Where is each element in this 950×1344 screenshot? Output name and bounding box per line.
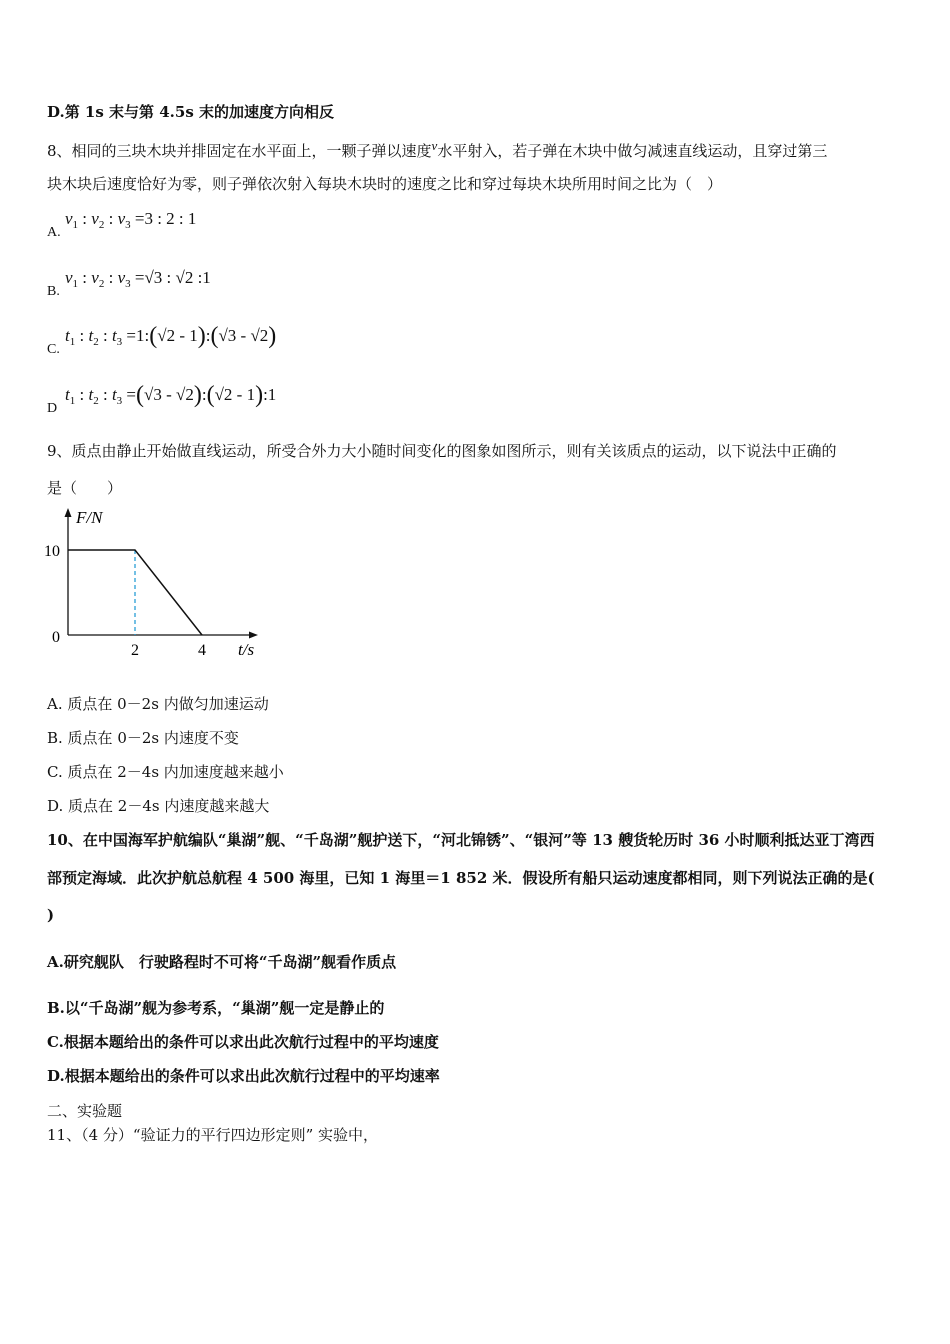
x-axis-label: t/s (238, 640, 255, 659)
q8-velocity-symbol: v (431, 138, 438, 153)
q8-option-c (47, 323, 277, 360)
q11-stem: 11、（4 分）“验证力的平行四边形定则” 实验中， (47, 1126, 379, 1144)
option-letter: B. (47, 284, 60, 299)
y-axis-arrow (65, 508, 72, 517)
q9-option-a: A. 质点在 0－2s 内做匀加速运动 (47, 695, 269, 713)
q9-option-b: B. 质点在 0－2s 内速度不变 (47, 729, 239, 747)
q9-option-d: D. 质点在 2－4s 内速度越来越大 (47, 797, 270, 815)
option-letter: C. (47, 342, 60, 357)
q8-option-a-expr: $v_1$ : $v_2$ : $v_3 =3$ : 2 : 1 (65, 209, 197, 231)
q10-stem-line1: 10、在中国海军护航编队“巢湖”舰、“千岛湖”舰护送下，“河北锦锈”、“银河”等 13 艘货轮历时 36 小时顺利抵达亚丁湾西 (47, 831, 875, 849)
q8-option-a (47, 209, 196, 243)
graph-axes (65, 508, 259, 639)
q8-option-b-expr: $v_1$ : $v_2$ : $v_3 =√3$ : √2 :1 (65, 268, 211, 290)
q10-option-b: B.以“千岛湖”舰为参考系，“巢湖”舰一定是静止的 (47, 999, 385, 1017)
section-heading: 二、实验题 (47, 1102, 123, 1120)
q10-stem-line3: ) (47, 906, 55, 924)
q8-stem-part2: 水平射入，若子弹在木块中做匀减速直线运动，且穿过第三 (437, 142, 828, 160)
q10-option-a: A.研究舰队 行驶路程时不可将“千岛湖”舰看作质点 (47, 953, 397, 971)
x-axis-arrow (249, 632, 258, 639)
q8-stem-part1: 8、相同的三块木块并排固定在水平面上，一颗子弹以速度 (47, 142, 432, 160)
q10-option-c: C.根据本题给出的条件可以求出此次航行过程中的平均速度 (47, 1033, 439, 1051)
q10-stem-line2: 部预定海域．此次护航总航程 4 500 海里，已知 1 海里＝1 852 米．假设所有船只运动速度都相同，则下列说法正确的是( (47, 869, 875, 887)
q9-option-c: C. 质点在 2－4s 内加速度越来越小 (47, 763, 284, 781)
q9-force-time-graph (40, 505, 280, 665)
q9-stem-line1: 9、质点由静止开始做直线运动，所受合外力大小随时间变化的图象如图所示，则有关该质点的运动，以下说法中正确的 (47, 442, 837, 460)
y-tick-label: 10 (44, 543, 60, 560)
x-tick-label: 4 (198, 642, 206, 659)
q9-stem-line2: 是（ ） (47, 479, 123, 497)
q7-option-d: D.第 1s 末与第 4.5s 末的加速度方向相反 (47, 103, 335, 121)
origin-label: 0 (52, 629, 60, 646)
x-tick-label: 2 (131, 642, 139, 659)
q8-stem-line2: 块木块后速度恰好为零，则子弹依次射入每块木块时的速度之比和穿过每块木块所用时间之比为（ ） (47, 175, 723, 193)
q8-option-c-expr: $t_1$ : $t_2$ : $t_3$ =1:(√2 - 1):(√3 - √2) (65, 323, 277, 349)
q8-option-b (47, 268, 211, 302)
option-letter: A. (47, 225, 61, 240)
y-axis-label: F/N (76, 508, 103, 527)
q8-stem-line1 (47, 136, 827, 161)
option-letter: D (47, 401, 58, 416)
q8-option-d-expr: $t_1$ : $t_2$ : $t_3 =(√3$ - √2):(√2 - 1):1 (65, 382, 277, 408)
q10-option-d: D.根据本题给出的条件可以求出此次航行过程中的平均速率 (47, 1067, 440, 1085)
q8-option-d (47, 382, 277, 419)
